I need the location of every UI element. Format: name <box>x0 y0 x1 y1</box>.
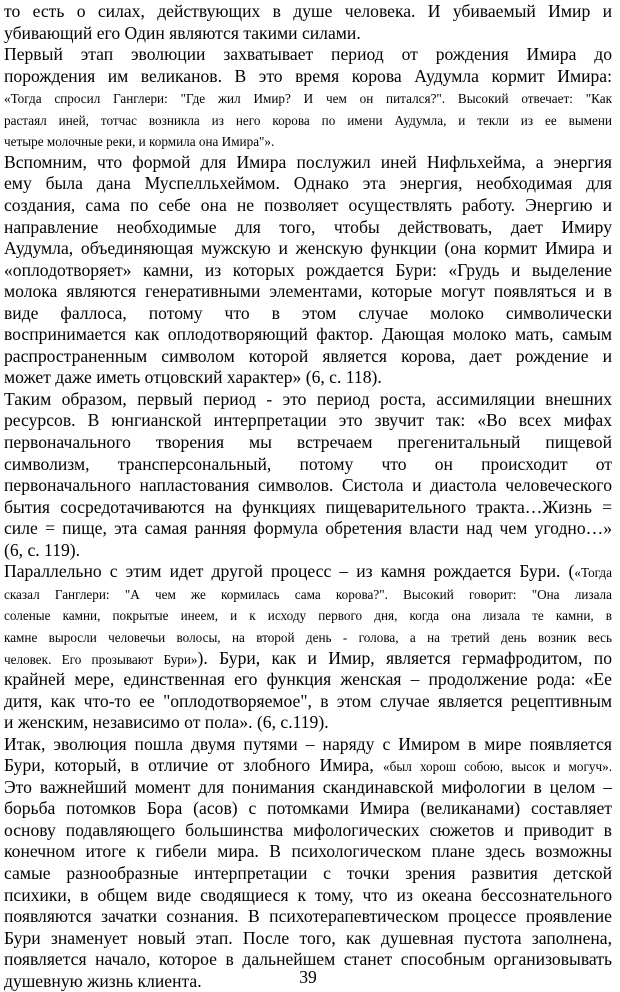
line-text: бытия сосредотачиваются на функциях пищеварительного тракта…Жизнь = <box>4 496 612 517</box>
text-line <box>4 43 612 65</box>
line-text: «Тогда спросил Ганглери: "Где жил Имир? И чем он питался?". Высокий отвечает: "Как <box>4 91 612 107</box>
text-line <box>4 776 612 798</box>
line-text: воспринимается как оплодотворяющий фактор. Дающая молоко мать, самым <box>4 324 612 345</box>
line-text: порождения им великанов. В это время корова Аудумла кормит Имира: <box>4 65 612 86</box>
line-text: дитя, как что-то ее "оплодотворяемое", в этом случае является рецептивным <box>4 690 612 711</box>
line-text: молока являются генеративными элементами, которые могут появляться и в <box>4 281 612 302</box>
line-text: камне выросли человечьи волосы, на второй день - голова, а на третий день возник весь <box>4 629 612 645</box>
text-line <box>4 539 612 561</box>
line-text: символизм, трансперсональный, потому что он происходит от <box>4 453 612 474</box>
text-line <box>4 409 612 431</box>
quote-fragment: «был хорош собою, высок и могуч». <box>383 759 612 775</box>
line-text: ). Бури, как и Имир, является гермафродитом, по <box>197 647 612 668</box>
text-line <box>4 366 612 388</box>
line-text: то есть о силах, действующих в душе человека. И убиваемый Имир и <box>4 1 612 21</box>
book-page <box>4 0 612 992</box>
line-text: появляются зачатки сознания. В психотерапевтическом процессе проявление <box>4 906 612 927</box>
line-text: Таким образом, первый период - это период роста, ассимиляции внешних <box>4 388 612 409</box>
line-text: Первый этап эволюции захватывает период от рождения Имира до <box>4 44 612 65</box>
line-text: душевную жизнь клиента. <box>4 970 202 991</box>
line-text: Аудумла, объединяющая мужскую и женскую функции (она кормит Имира и <box>4 238 612 259</box>
line-text: сказал Ганглери: "А чем же кормилась сама корова?". Высокий говорит: "Она лизала <box>4 586 612 602</box>
text-line <box>4 323 612 345</box>
text-line <box>4 927 612 949</box>
line-text: (6, с. 119). <box>4 539 81 560</box>
text-line <box>4 496 612 518</box>
line-text: борьба потомков Бора (асов) с потомками Имира (великанами) составляет <box>4 798 612 819</box>
line-text: Параллельно с этим идет другой процесс – из камня рождается Бури. ( <box>4 561 575 582</box>
text-line <box>4 819 612 841</box>
text-line <box>4 302 612 324</box>
text-line <box>4 129 612 153</box>
text-line <box>4 431 612 453</box>
line-text: ресурсов. В юнгианской интерпретации это звучит так: «Во всех мифах <box>4 410 612 431</box>
text-line <box>4 216 612 238</box>
text-line <box>4 474 612 496</box>
line-text: крайней мере, единственная его функция женская – продолжение рода: «Ее <box>4 669 612 690</box>
text-line <box>4 22 612 44</box>
line-text: психики, в общем виде сводящиеся к тому, что из океана бессознательного <box>4 884 612 905</box>
line-text: убивающий его Один являются такими силами. <box>4 22 361 43</box>
line-text: конечном итоге к гибели мира. В психологическом плане здесь возможны <box>4 841 612 862</box>
line-text: четыре молочные реки, и кормила она Имира"». <box>4 134 275 150</box>
text-line <box>4 840 612 862</box>
line-text: Это важнейший момент для понимания скандинавской мифологии в целом – <box>4 776 612 797</box>
text-line <box>4 108 612 132</box>
text-line <box>4 647 612 671</box>
text-line <box>4 625 612 649</box>
line-text: Итак, эволюция пошла двумя путями – наряду с Имиром в мире появляется <box>4 733 612 754</box>
text-line <box>4 603 612 627</box>
page-number: 39 <box>299 967 317 987</box>
text-line <box>4 797 612 819</box>
text-line <box>4 194 612 216</box>
text-line <box>4 884 612 906</box>
line-text: создания, сама по себе она не позволяет осуществлять работу. Энергию и <box>4 194 612 215</box>
line-text: первоначального творения мы встречаем прегенитальный пищевой <box>4 432 612 452</box>
text-line <box>4 172 612 194</box>
line-text: самые разнообразные интерпретации с точки зрения развития детской <box>4 863 612 883</box>
quote-fragment: человек. Его прозывают Бури» <box>4 651 198 667</box>
text-line <box>4 582 612 606</box>
text-line <box>4 453 612 475</box>
line-text: и женским, независимо от пола». (6, с.119). <box>4 712 329 733</box>
text-line <box>4 86 612 110</box>
text-line <box>4 754 612 778</box>
line-text: распространенным символом которой является корова, дает рождение и <box>4 345 612 366</box>
line-text: может даже иметь отцовский характер» (6, с. 118). <box>4 367 382 388</box>
text-line <box>4 237 612 259</box>
line-text: Бури, который, в отличие от злобного Имира, <box>4 755 384 776</box>
text-line <box>4 280 612 302</box>
text-line <box>4 668 612 690</box>
text-line <box>4 345 612 367</box>
line-text: появляется начало, которое в дальнейшем станет способным организовывать <box>4 949 612 970</box>
line-text: «оплодотворяет» камни, из которых рождается Бури: «Грудь и выделение <box>4 259 612 280</box>
line-text: основу подавляющего большинства мифологических сюжетов и приводит в <box>4 819 612 840</box>
text-line <box>4 690 612 712</box>
text-line <box>4 0 612 22</box>
line-text: первоначального напластования символов. Систола и диастола человеческого <box>4 475 612 496</box>
line-text: виде фаллоса, потому что в этом случае молоко символически <box>4 302 612 323</box>
quote-fragment: «Тогда <box>574 565 612 581</box>
text-line <box>4 151 612 173</box>
text-line <box>4 259 612 281</box>
line-text: Вспомним, что формой для Имира послужил иней Нифльхейма, а энергия <box>4 151 612 172</box>
text-line <box>4 65 612 87</box>
text-line <box>4 733 612 755</box>
text-line <box>4 862 612 884</box>
text-line <box>4 711 612 733</box>
text-line <box>4 560 612 584</box>
line-text: Бури знаменует новый этап. После того, как душевная пустота заполнена, <box>4 927 612 948</box>
line-text: растаял иней, тотчас возникла из него корова по имени Аудумла, и текли из ее вымени <box>4 112 612 128</box>
text-line <box>4 388 612 410</box>
text-line <box>4 517 612 539</box>
text-line <box>4 905 612 927</box>
line-text: соленые камни, покрытые инеем, и к исходу первого дня, когда она лизала те камни, в <box>4 608 612 624</box>
line-text: направление необходимые для того, чтобы действовать, дает Имиру <box>4 216 612 237</box>
line-text: ему была дана Муспелльхеймом. Однако эта энергия, необходимая для <box>4 173 612 194</box>
line-text: силе = пище, эта самая ранняя формула обретения власти над чем угодно…» <box>4 518 612 539</box>
